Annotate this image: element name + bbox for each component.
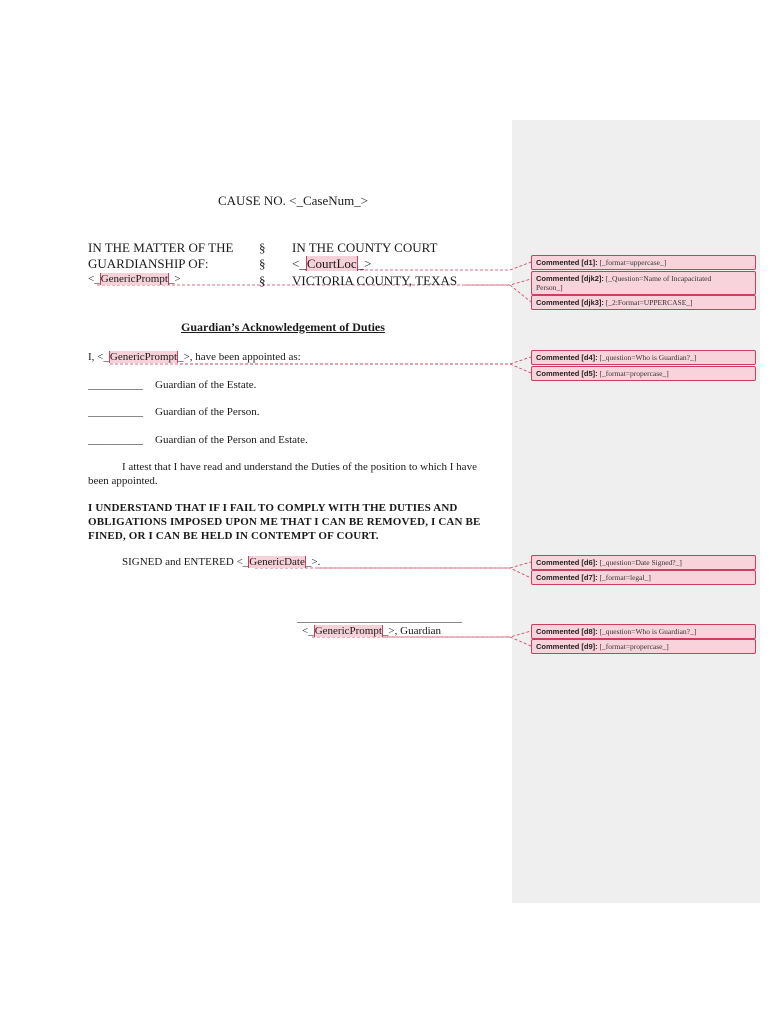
document-title: Guardian’s Acknowledgement of Duties <box>181 320 385 334</box>
guardian-signature-field[interactable]: GenericPrompt <box>314 625 382 637</box>
comment-label: Commented [d1]: <box>536 258 598 267</box>
option-blank[interactable]: __________ <box>88 379 143 391</box>
caption-right-line-2 <box>292 256 372 272</box>
signed-prefix: SIGNED and ENTERED <_ <box>122 556 249 568</box>
signature-name-line <box>302 625 441 637</box>
comment-text: [_format=propercase_] <box>599 642 669 651</box>
comment-label: Commented [d9]: <box>536 642 598 651</box>
comment-d9[interactable] <box>531 639 756 654</box>
section-mark-3: § <box>259 273 266 288</box>
comment-text: [_question=Who is Guardian?_] <box>599 353 697 362</box>
comment-label: Commented [d7]: <box>536 573 598 582</box>
caption-left-field-line <box>88 273 181 285</box>
comment-text: [_question=Who is Guardian?_] <box>599 627 697 636</box>
guardian-name-field[interactable]: GenericPrompt <box>109 351 178 363</box>
comment-text-cont: Person_] <box>536 283 563 292</box>
generic-prompt-field[interactable]: GenericPrompt <box>100 273 168 285</box>
leader-d7 <box>318 568 531 578</box>
comment-text: [_question=Date Signed?_] <box>599 558 682 567</box>
comment-text: [_format=legal_] <box>599 573 651 582</box>
comment-label: Commented [djk3]: <box>536 298 604 307</box>
caption-right-line-1: IN THE COUNTY COURT <box>292 240 438 255</box>
comment-d6[interactable] <box>531 555 756 570</box>
comment-djk3[interactable] <box>531 295 756 310</box>
attest-line-2: been appointed. <box>88 475 158 487</box>
field-close: _> <box>357 256 372 271</box>
appointed-line <box>88 351 301 363</box>
field-open: <_ <box>88 273 100 285</box>
comment-text: [_format=propercase_] <box>599 369 669 378</box>
caption-left-line-2: GUARDIANSHIP OF: <box>88 256 209 271</box>
comment-d4[interactable] <box>531 350 756 365</box>
field-open: <_ <box>292 256 306 271</box>
appointed-suffix: _>, have been appointed as: <box>178 351 301 363</box>
comment-label: Commented [d6]: <box>536 558 598 567</box>
comment-d8[interactable] <box>531 624 756 639</box>
option-blank[interactable]: __________ <box>88 434 143 446</box>
signed-line <box>122 556 320 568</box>
comment-label: Commented [d5]: <box>536 369 598 378</box>
warning-line-2: OBLIGATIONS IMPOSED UPON ME THAT I CAN BE REMOVED, I CAN BE <box>88 516 481 528</box>
comment-d5[interactable] <box>531 366 756 381</box>
warning-line-1: I UNDERSTAND THAT IF I FAIL TO COMPLY WITH THE DUTIES AND <box>88 502 458 514</box>
leader-djk3 <box>465 285 531 302</box>
signature-line[interactable]: ______________________________ <box>297 612 462 624</box>
caption-left-line-1: IN THE MATTER OF THE <box>88 240 234 255</box>
warning-line-3: FINED, OR I CAN BE HELD IN CONTEMPT OF COURT. <box>88 530 379 542</box>
attest-line-1: I attest that I have read and understand the Duties of the position to which I have <box>122 461 477 473</box>
signature-suffix: _>, Guardian <box>382 625 442 637</box>
option-label: Guardian of the Person and Estate. <box>155 434 308 446</box>
leader-d9 <box>385 637 531 646</box>
leader-d5 <box>180 364 531 373</box>
option-estate <box>88 379 256 391</box>
option-blank[interactable]: __________ <box>88 406 143 418</box>
option-person <box>88 406 259 418</box>
comment-text: [_format=uppercase_] <box>599 258 667 267</box>
comment-djk2[interactable] <box>531 271 756 295</box>
option-person-and-estate <box>88 434 308 446</box>
generic-date-field[interactable]: GenericDate <box>249 556 305 568</box>
comment-d7[interactable] <box>531 570 756 585</box>
comment-text: [_2:Format=UPPERCASE_] <box>605 298 693 307</box>
comment-label: Commented [d4]: <box>536 353 598 362</box>
cause-number-line: CAUSE NO. <_CaseNum_> <box>218 193 369 208</box>
section-mark-2: § <box>259 256 266 271</box>
section-mark-1: § <box>259 240 266 255</box>
comment-label: Commented [djk2]: <box>536 274 604 283</box>
field-close: _> <box>168 273 181 285</box>
option-label: Guardian of the Person. <box>155 406 260 418</box>
court-location-field[interactable]: CourtLoc <box>306 256 357 271</box>
comment-d1[interactable] <box>531 255 756 270</box>
appointed-prefix: I, <_ <box>88 351 109 363</box>
option-label: Guardian of the Estate. <box>155 379 257 391</box>
caption-right-line-3: VICTORIA COUNTY, TEXAS <box>292 273 458 288</box>
field-open: <_ <box>302 625 314 637</box>
comment-text: [_Question=Name of Incapacitated <box>605 274 712 283</box>
signed-suffix: _>. <box>305 556 321 568</box>
comment-label: Commented [d8]: <box>536 627 598 636</box>
